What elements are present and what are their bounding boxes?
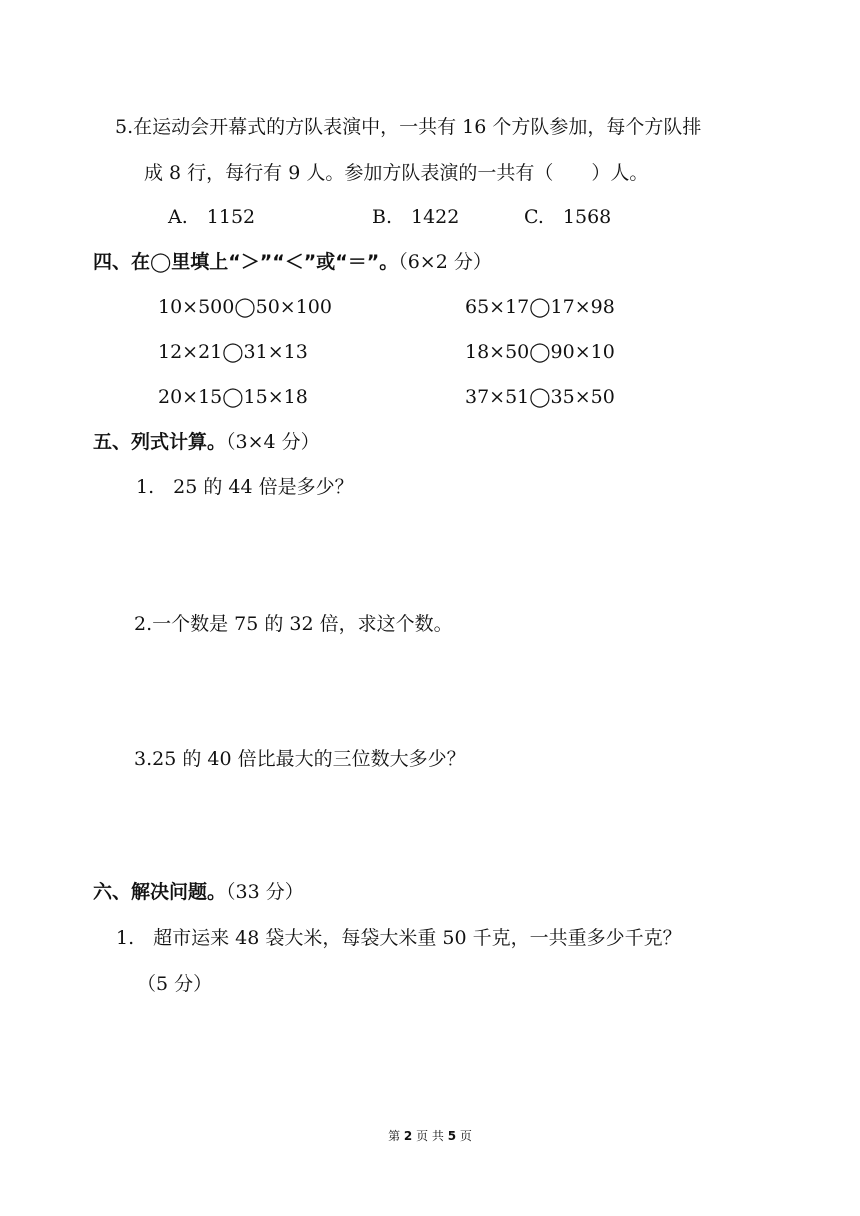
problem-1-line-2: （5 分） (137, 973, 213, 995)
footer-page-number: 2 (403, 1129, 413, 1143)
section-4-heading (93, 249, 492, 275)
compare-item: 12×21◯31×13 (158, 341, 308, 363)
section-6-heading (93, 879, 304, 905)
compare-item: 10×500◯50×100 (158, 296, 332, 318)
compare-item: 20×15◯15×18 (158, 386, 308, 408)
problem-1-line-1: 1. 超市运来 48 袋大米，每袋大米重 50 千克，一共重多少千克？ (116, 927, 682, 949)
section-5-title: 五、列式计算。 (93, 431, 227, 453)
section-4-title: 四、在◯里填上“＞”“＜”或“＝”。 (93, 251, 399, 273)
option-a: A. 1152 (168, 206, 256, 228)
compare-item: 18×50◯90×10 (465, 341, 615, 363)
section-5-heading (93, 429, 320, 455)
section-6-title: 六、解决问题。 (93, 881, 227, 903)
section-4-score: （6×2 分） (398, 251, 492, 273)
option-c: C. 1568 (524, 206, 612, 228)
footer-total-pages: 5 (447, 1129, 457, 1143)
compare-item: 37×51◯35×50 (465, 386, 615, 408)
calc-question-2: 2.一个数是 75 的 32 倍，求这个数。 (134, 613, 453, 635)
footer-middle: 页 共 (412, 1129, 448, 1143)
question-5-line-2: 成 8 行，每行有 9 人。参加方队表演的一共有（ ）人。 (144, 162, 649, 184)
section-5-score: （3×4 分） (226, 431, 320, 453)
footer-suffix: 页 (456, 1129, 472, 1143)
page-footer (0, 1128, 860, 1144)
section-6-score: （33 分） (226, 881, 304, 903)
calc-question-1: 1. 25 的 44 倍是多少？ (136, 476, 354, 498)
footer-prefix: 第 (388, 1129, 404, 1143)
question-5-line-1: 5.在运动会开幕式的方队表演中，一共有 16 个方队参加，每个方队排 (115, 116, 702, 138)
calc-question-3: 3.25 的 40 倍比最大的三位数大多少？ (134, 748, 466, 770)
option-b: B. 1422 (372, 206, 460, 228)
compare-item: 65×17◯17×98 (465, 296, 615, 318)
